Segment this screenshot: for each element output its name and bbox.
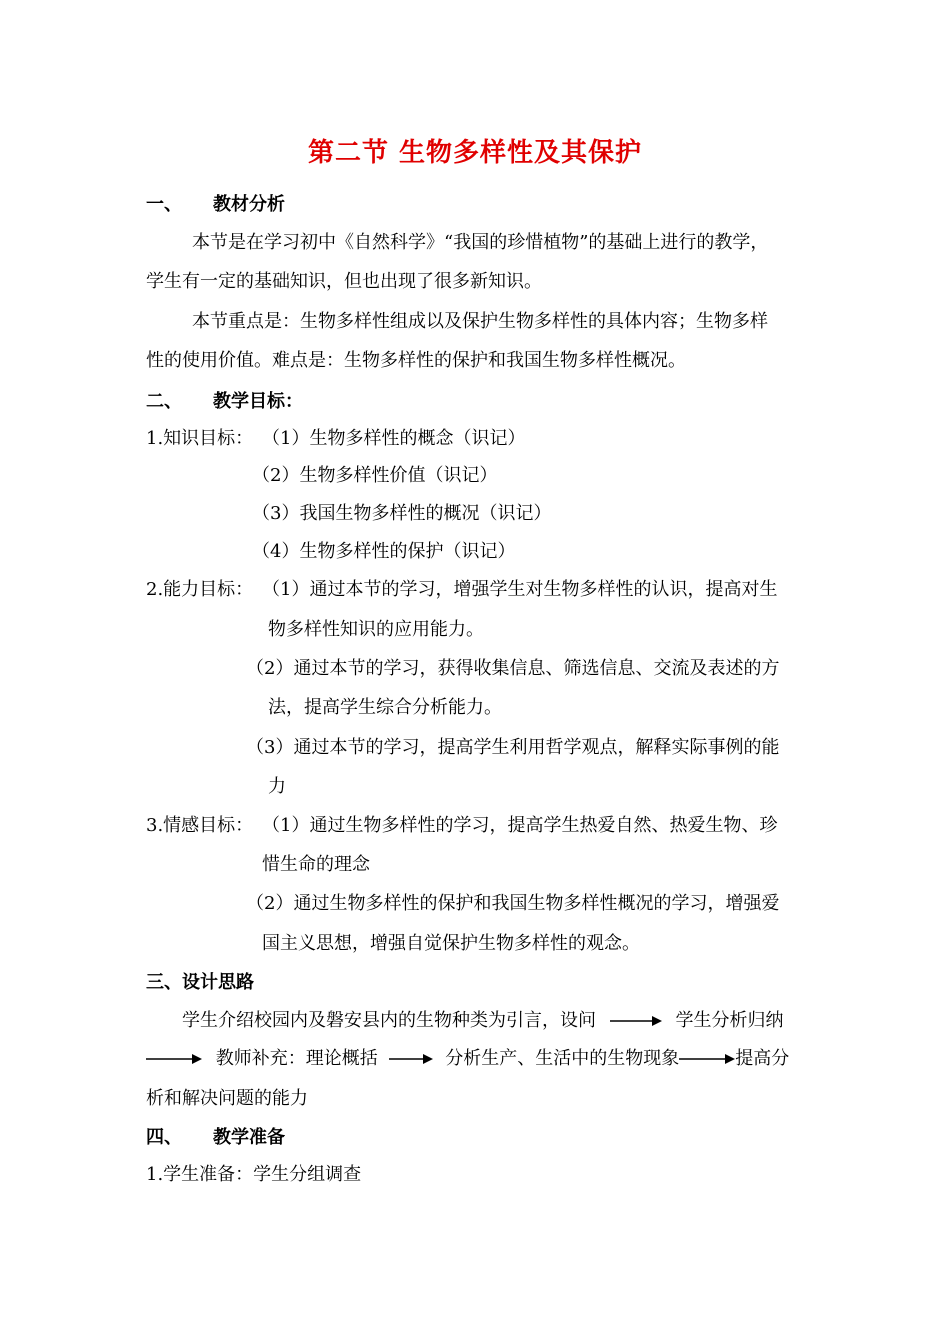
- design-flow-line-1: [182, 1009, 783, 1033]
- design-step-analyze-phenomena: 分析生产、生活中的生物现象: [445, 1048, 680, 1069]
- design-step-student-analysis: 学生分析归纳: [675, 1010, 784, 1031]
- knowledge-goal-item-2: （2）生物多样性价值（识记）: [252, 465, 498, 486]
- arrow-icon: [146, 1053, 202, 1065]
- knowledge-goal-item-4: （4）生物多样性的保护（识记）: [252, 541, 516, 562]
- arrow-icon: [389, 1053, 433, 1065]
- emotion-goal-item-1-line-1: （1）通过生物多样性的学习，提高学生热爱自然、热爱生物、珍: [262, 815, 778, 836]
- design-step-improve: 提高分: [735, 1048, 790, 1069]
- design-step-teacher-supplement: 教师补充：理论概括: [215, 1048, 378, 1069]
- paragraph-2-line-2: 性的使用价值。难点是：生物多样性的保护和我国生物多样性概况。: [146, 350, 686, 371]
- section-2-number: 二、: [146, 391, 182, 412]
- ability-goal-item-1-line-1: （1）通过本节的学习，增强学生对生物多样性的认识，提高对生: [262, 579, 778, 600]
- ability-goal-item-2-line-1: （2）通过本节的学习，获得收集信息、筛选信息、交流及表述的方: [246, 658, 780, 679]
- section-4-heading: 教学准备: [213, 1127, 285, 1148]
- emotion-goal-item-2-line-1: （2）通过生物多样性的保护和我国生物多样性概况的学习，增强爱: [246, 893, 780, 914]
- emotion-goal-item-1-line-2: 惜生命的理念: [262, 854, 370, 875]
- ability-goal-item-3-line-1: （3）通过本节的学习，提高学生利用哲学观点，解释实际事例的能: [246, 737, 780, 758]
- arrow-icon: [610, 1015, 662, 1027]
- emotion-goal-label: 3.情感目标：: [146, 815, 254, 836]
- ability-goal-item-1-line-2: 物多样性知识的应用能力。: [268, 619, 484, 640]
- ability-goal-label: 2.能力目标：: [146, 579, 254, 600]
- paragraph-1-line-2: 学生有一定的基础知识，但也出现了很多新知识。: [146, 271, 542, 292]
- design-flow-line-3: 析和解决问题的能力: [146, 1088, 308, 1109]
- ability-goal-item-2-line-2: 法，提高学生综合分析能力。: [268, 697, 502, 718]
- knowledge-goal-label: 1.知识目标：: [146, 428, 254, 449]
- knowledge-goal-item-1: （1）生物多样性的概念（识记）: [262, 428, 526, 449]
- design-flow-line-2: [146, 1047, 789, 1071]
- paragraph-1-line-1: 本节是在学习初中《自然科学》“我国的珍惜植物”的基础上进行的教学，: [192, 232, 769, 253]
- document-title: 第二节 生物多样性及其保护: [307, 138, 643, 168]
- section-4-number: 四、: [146, 1127, 182, 1148]
- knowledge-goal-item-3: （3）我国生物多样性的概况（识记）: [252, 503, 552, 524]
- paragraph-2-line-1: 本节重点是：生物多样性组成以及保护生物多样性的具体内容；生物多样: [192, 311, 768, 332]
- section-3-heading: 三、设计思路: [146, 972, 254, 993]
- section-2-heading: 教学目标：: [213, 391, 303, 412]
- emotion-goal-item-2-line-2: 国主义思想，增强自觉保护生物多样性的观念。: [262, 933, 640, 954]
- preparation-item-1: 1.学生准备：学生分组调查: [146, 1164, 362, 1185]
- section-1-heading: 教材分析: [213, 194, 285, 215]
- section-1-number: 一、: [146, 194, 182, 215]
- arrow-icon: [679, 1053, 735, 1065]
- design-step-intro: 学生介绍校园内及磐安县内的生物种类为引言，设问: [182, 1010, 596, 1031]
- ability-goal-item-3-line-2: 力: [268, 776, 286, 797]
